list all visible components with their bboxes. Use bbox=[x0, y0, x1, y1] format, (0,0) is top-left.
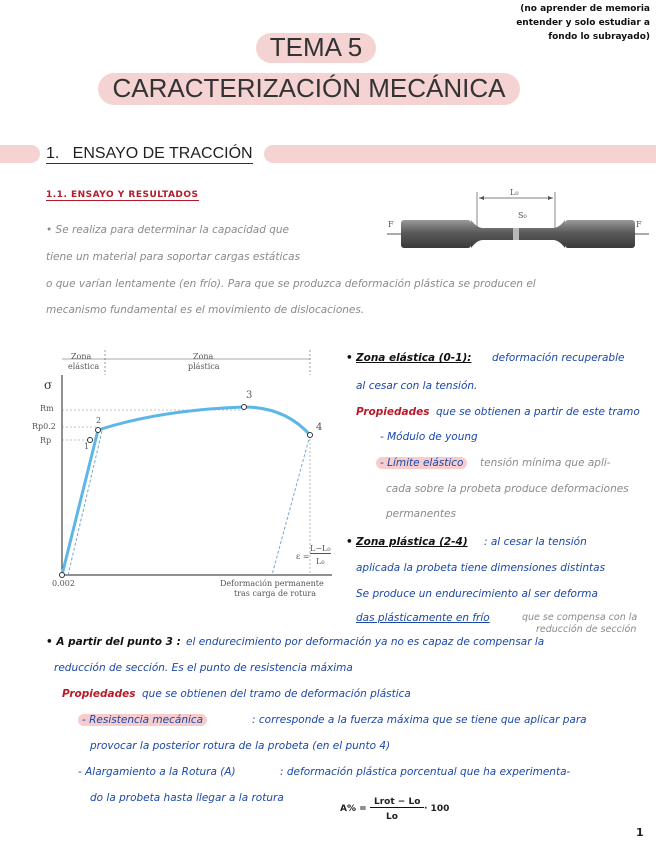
specimen-length: L₀ bbox=[510, 188, 519, 197]
epsilon-eq: ε = bbox=[296, 552, 310, 561]
plastic-text-4: das plásticamente en frío bbox=[356, 612, 490, 624]
x-caption-2: tras carga de rotura bbox=[234, 589, 316, 598]
point3-item-resistance: - Resistencia mecánica bbox=[78, 714, 207, 726]
plastic-curve bbox=[98, 407, 310, 435]
elastic-item-young: - Módulo de young bbox=[380, 431, 478, 443]
point3-item-elongation-text: : deformación plástica porcentual que ha experimenta- bbox=[280, 766, 571, 778]
strain-denominator: L₀ bbox=[316, 557, 325, 566]
note-line: (no aprender de memoria bbox=[520, 4, 650, 14]
section-heading: 1. ENSAYO DE TRACCIÓN bbox=[46, 145, 253, 162]
note-line: entender y solo estudiar a bbox=[516, 18, 650, 28]
formula-denominator: Lo bbox=[386, 812, 398, 822]
point3-line-1a: • A partir del punto 3 : bbox=[46, 636, 181, 648]
specimen-section: S₀ bbox=[518, 211, 527, 220]
subsection-heading: 1.1. ENSAYO Y RESULTADOS bbox=[46, 190, 199, 200]
formula-numerator: Lrot − Lo bbox=[370, 797, 424, 808]
point3-item-resistance-text: : corresponde a la fuerza máxima que se tiene que aplicar para bbox=[252, 714, 587, 726]
section-bar-right bbox=[264, 145, 656, 163]
plastic-text-4b: que se compensa con la bbox=[522, 612, 638, 623]
plastic-text-3: Se produce un endurecimiento al ser deforma bbox=[356, 588, 598, 600]
elastic-curve bbox=[62, 430, 98, 575]
specimen-force-left: F bbox=[388, 220, 394, 229]
margin-note bbox=[470, 2, 650, 44]
section-bar-left bbox=[0, 145, 40, 163]
plastic-heading: Zona plástica (2-4) bbox=[356, 536, 468, 548]
specimen-section-mark bbox=[513, 228, 519, 240]
specimen-force-right: F bbox=[636, 220, 642, 229]
elastic-text-2: al cesar con la tensión. bbox=[356, 380, 478, 392]
plastic-text-5: reducción de sección bbox=[536, 624, 637, 635]
formula-rhs: · 100 bbox=[424, 804, 450, 814]
plastic-text-2: aplicada la probeta tiene dimensiones distintas bbox=[356, 562, 606, 574]
page-title-2: CARACTERIZACIÓN MECÁNICA bbox=[112, 73, 506, 103]
elastic-prop-label: Propiedades bbox=[356, 406, 430, 418]
zone-plastic-2: plástica bbox=[188, 362, 220, 371]
point3-item-resistance-text-2: provocar la posterior rotura de la probeta (en el punto 4) bbox=[90, 740, 391, 752]
elastic-limit-text-3: permanentes bbox=[386, 508, 456, 520]
label-rm: Rm bbox=[40, 404, 54, 413]
point-3: 3 bbox=[246, 390, 253, 401]
note-line: fondo lo subrayado) bbox=[548, 32, 650, 42]
page-number: 1 bbox=[636, 826, 644, 839]
elastic-item-limit: - Límite elástico bbox=[376, 457, 467, 469]
zone-elastic-1: Zona bbox=[71, 352, 92, 361]
intro-line-1: • Se realiza para determinar la capacidad que bbox=[46, 224, 289, 236]
point3-prop-text: que se obtienen del tramo de deformación plástica bbox=[142, 688, 411, 700]
page-title-1: TEMA 5 bbox=[269, 32, 363, 62]
point-2: 2 bbox=[96, 416, 102, 425]
point-4: 4 bbox=[316, 422, 323, 433]
intro-line-3: o que varían lentamente (en frío). Para que se produzca deformación plástica se producen el bbox=[46, 278, 536, 290]
plastic-bullet: • bbox=[346, 536, 353, 548]
elastic-limit-text-1: tensión mínima que apli- bbox=[480, 457, 611, 469]
plastic-text-1: : al cesar la tensión bbox=[484, 536, 587, 548]
label-rp02: Rp0.2 bbox=[32, 422, 56, 431]
point3-item-elongation: - Alargamiento a la Rotura (A) bbox=[78, 766, 236, 778]
specimen-grip-right bbox=[565, 220, 635, 248]
y-axis-symbol: σ bbox=[44, 378, 53, 392]
elastic-prop-text: que se obtienen a partir de este tramo bbox=[436, 406, 640, 418]
elastic-limit-text-2: cada sobre la probeta produce deformaciones bbox=[386, 483, 629, 495]
zone-plastic-1: Zona bbox=[193, 352, 214, 361]
elastic-heading: Zona elástica (0-1): bbox=[356, 352, 472, 364]
strain-numerator: L−L₀ bbox=[310, 544, 331, 553]
specimen-grip-left bbox=[401, 220, 471, 248]
elastic-bullet: • bbox=[346, 352, 353, 364]
elastic-text-1: deformación recuperable bbox=[492, 352, 625, 364]
point3-line-1b: el endurecimiento por deformación ya no es capaz de compensar la bbox=[186, 636, 545, 648]
x-origin: 0.002 bbox=[52, 579, 75, 588]
x-caption-1: Deformación permanente bbox=[220, 579, 324, 588]
specimen-diagram bbox=[385, 184, 653, 256]
point3-prop-label: Propiedades bbox=[62, 688, 136, 700]
point3-item-elongation-text-2: do la probeta hasta llegar a la rotura bbox=[90, 792, 284, 804]
formula-lhs: A% = bbox=[340, 804, 367, 814]
intro-line-2: tiene un material para soportar cargas estáticas bbox=[46, 251, 301, 263]
label-rp: Rp bbox=[40, 436, 52, 445]
intro-line-4: mecanismo fundamental es el movimiento de dislocaciones. bbox=[46, 304, 365, 316]
point3-line-2: reducción de sección. Es el punto de resistencia máxima bbox=[54, 662, 353, 674]
zone-elastic-2: elástica bbox=[68, 362, 100, 371]
point-1: 1 bbox=[84, 442, 90, 451]
stress-strain-graph bbox=[40, 345, 340, 595]
